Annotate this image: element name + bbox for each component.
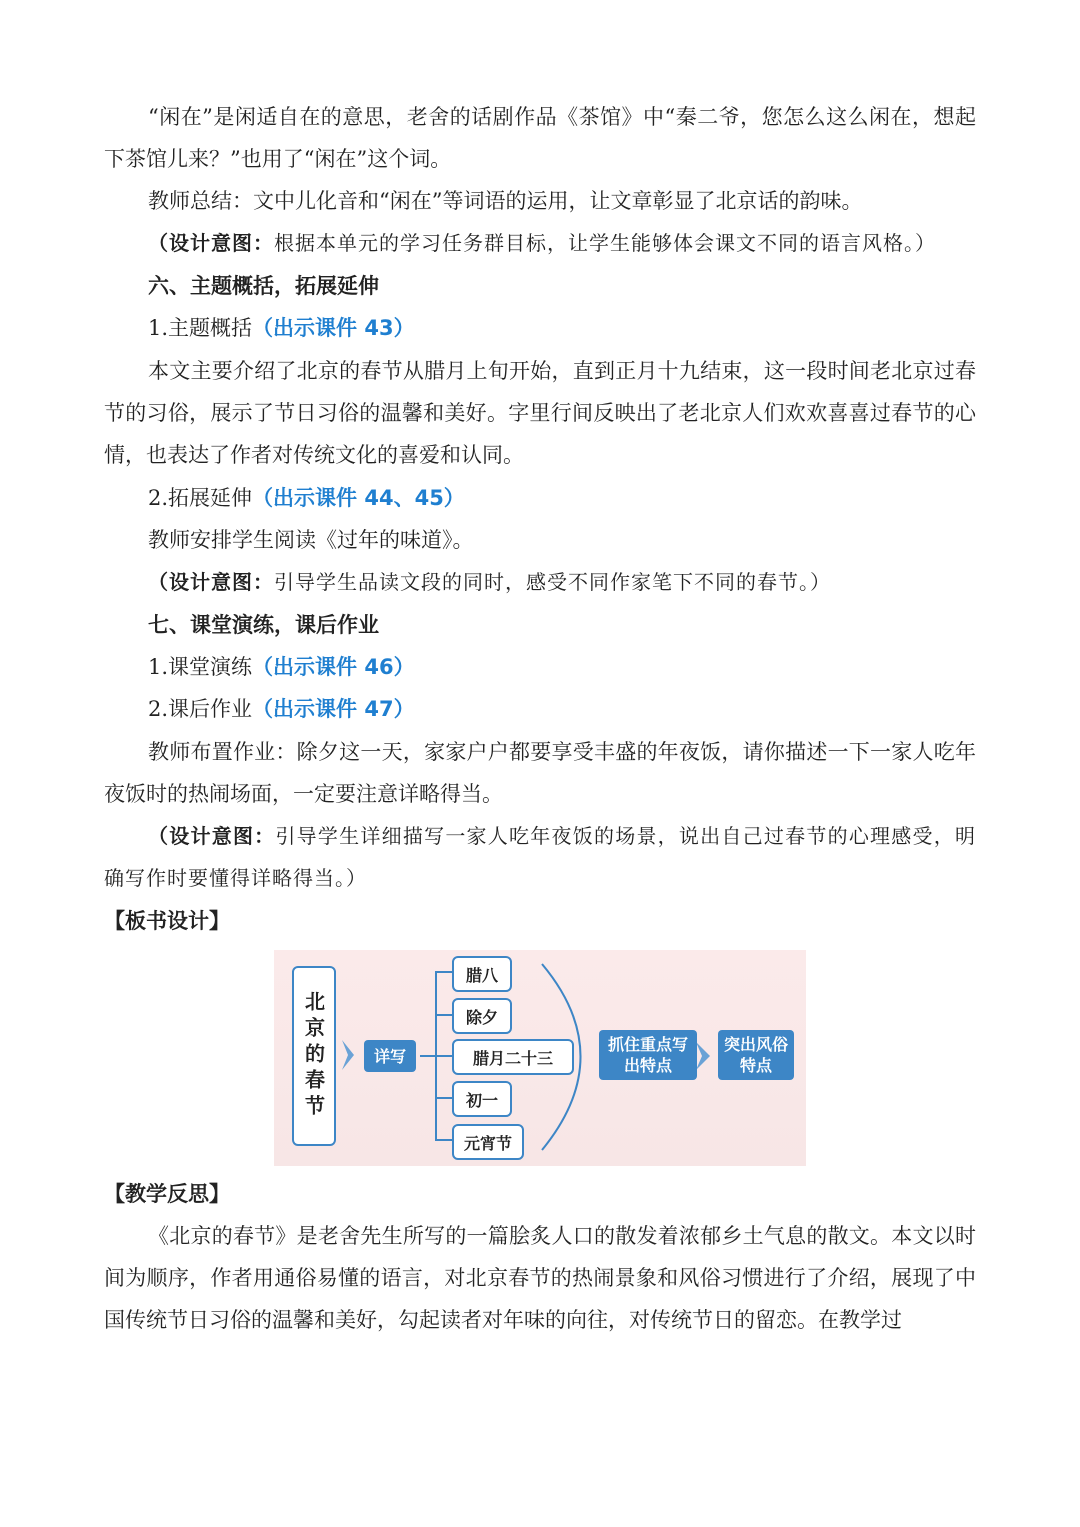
courseware-ref: （出示课件 47） [252, 697, 415, 721]
subsection-extension [104, 477, 976, 519]
festival-item: 初一 [452, 1081, 512, 1117]
design-intent-text: 引导学生品读文段的同时，感受不同作家笔下不同的春节。） [274, 570, 831, 594]
design-intent-label: （设计意图： [148, 824, 276, 848]
design-intent-2 [104, 561, 976, 603]
board-title: 北京的春节 [292, 966, 336, 1146]
subsection-homework [104, 688, 976, 730]
subsection-label: 2.课后作业 [148, 697, 253, 721]
section-heading-6: 六、主题概括，拓展延伸 [148, 273, 379, 298]
paragraph-reflection: 《北京的春节》是老舍先生所写的一篇脍炙人口的散发着浓郁乡土气息的散文。本文以时间为顺序，作者用通俗易懂的语言，对北京春节的热闹景象和风俗习惯进行了介绍，展现了中国传统节日习俗的温馨和美好，勾起读者对年味的向往，对传统节日的留恋。在教学过 [104, 1224, 976, 1332]
detail-tag: 详写 [364, 1040, 416, 1072]
festival-item: 除夕 [452, 998, 512, 1034]
design-intent-label: （设计意图： [148, 570, 274, 594]
festival-item: 腊八 [452, 956, 512, 992]
paragraph-homework: 教师布置作业：除夕这一天，家家户户都要享受丰盛的年夜饭，请你描述一下一家人吃年夜饭时的热闹场面，一定要注意详略得当。 [104, 740, 976, 806]
board-design-diagram [274, 950, 806, 1166]
paragraph-theme: 本文主要介绍了北京的春节从腊月上旬开始，直到正月十九结束，这一段时间老北京过春节的习俗，展示了节日习俗的温馨和美好。字里行间反映出了老北京人们欢欢喜喜过春节的心情，也表达了作者对传统文化的喜爱和认同。 [104, 359, 976, 467]
subsection-label: 2.拓展延伸 [148, 486, 253, 510]
design-intent-3 [104, 815, 976, 899]
design-intent-label: （设计意图： [148, 231, 274, 255]
courseware-ref: （出示课件 43） [252, 316, 415, 340]
paragraph-xianzai: “闲在”是闲适自在的意思，老舍的话剧作品《茶馆》中“秦二爷，您怎么这么闲在，想起下茶馆儿来？”也用了“闲在”这个词。 [104, 105, 976, 171]
courseware-ref: （出示课件 44、45） [252, 486, 465, 510]
board-design-heading: 【板书设计】 [104, 909, 230, 933]
result-tag: 突出风俗特点 [718, 1030, 794, 1080]
festival-item: 腊月二十三 [452, 1039, 574, 1075]
paragraph-teacher-summary: 教师总结：文中儿化音和“闲在”等词语的运用，让文章彰显了北京话的韵味。 [148, 189, 863, 213]
subsection-practice [104, 646, 976, 688]
courseware-ref: （出示课件 46） [252, 655, 415, 679]
reflection-heading: 【教学反思】 [104, 1182, 230, 1206]
paragraph-reading: 教师安排学生阅读《过年的味道》。 [148, 528, 474, 552]
focus-tag: 抓住重点写出特点 [599, 1030, 697, 1080]
festival-item: 元宵节 [452, 1124, 524, 1160]
subsection-label: 1.课堂演练 [148, 655, 253, 679]
section-heading-7: 七、课堂演练，课后作业 [148, 612, 379, 637]
design-intent-text: 引导学生详细描写一家人吃年夜饭的场景，说出自己过春节的心理感受，明确写作时要懂得详略得当。） [104, 824, 977, 890]
design-intent-text: 根据本单元的学习任务群目标，让学生能够体会课文不同的语言风格。） [274, 231, 936, 255]
subsection-theme-summary [104, 307, 976, 349]
design-intent-1 [104, 222, 976, 264]
subsection-label: 1.主题概括 [148, 316, 253, 340]
